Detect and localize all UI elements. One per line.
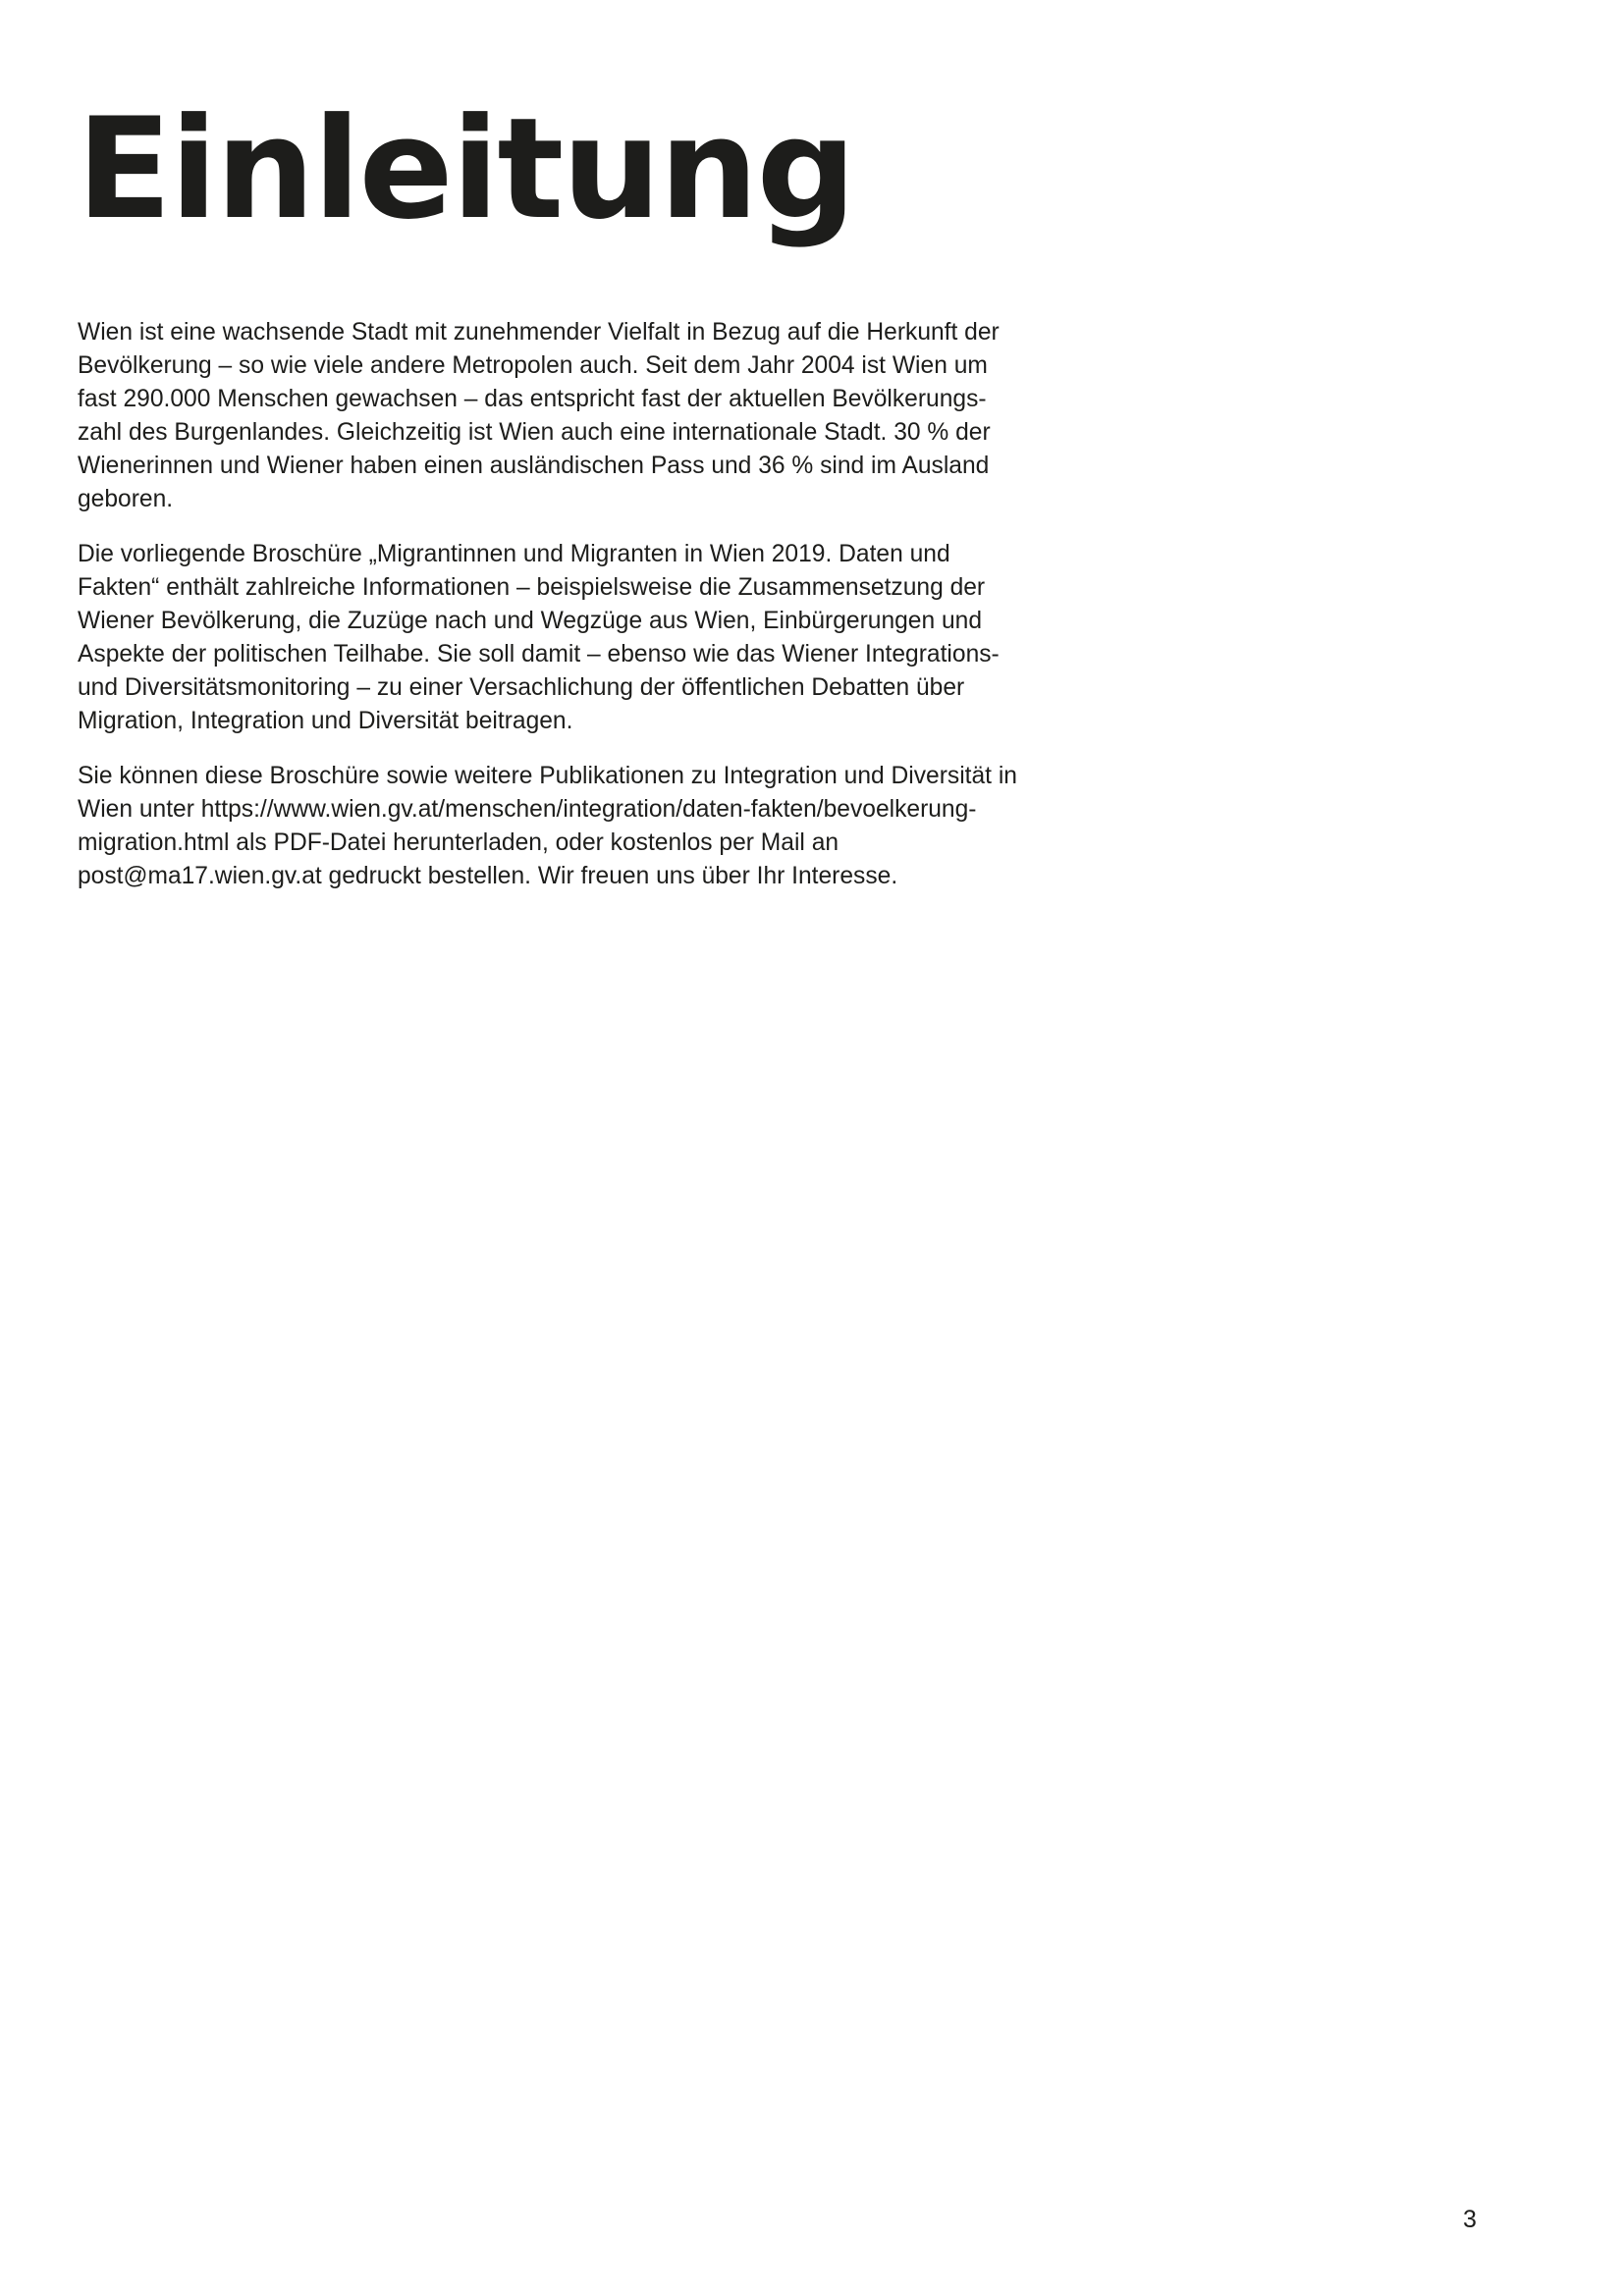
- page-title: Einleitung: [77, 88, 855, 250]
- paragraph-intro: Wien ist eine wachsende Stadt mit zunehmender Vielfalt in Bezug auf die Herkunft der Bevölkerung – so wie viele andere Metropolen auch. Seit dem Jahr 2004 ist Wien um fast 290.000 Menschen gewachsen – das entspricht fast der aktuellen Bevölkerungszahl des Burgenlandes. Gleichzeitig ist Wien auch eine internationale Stadt. 30 % der Wienerinnen und Wiener haben einen ausländischen Pass und 36 % sind im Ausland geboren.: [78, 319, 1000, 512]
- paragraph-download: Sie können diese Broschüre sowie weitere Publikationen zu Integration und Diversität in Wien unter https://www.wien.gv.at/menschen/integration/daten-fakten/bevoelkerung-migration.html als PDF-Datei herunterladen, oder kostenlos per Mail an post@ma17.wien.gv.at gedruckt bestellen. Wir freuen uns über Ihr Interesse.: [78, 763, 1017, 889]
- body-text: [78, 316, 1020, 915]
- page-number: 3: [1463, 2206, 1477, 2233]
- paragraph-brochure: Die vorliegende Broschüre „Migrantinnen und Migranten in Wien 2019. Daten und Fakten“ enthält zahlreiche Informationen – beispielsweise die Zusammensetzung der Wiener Bevölkerung, die Zuzüge nach und Wegzüge aus Wien, Einbürgerungen und Aspekte der politischen Teilhabe. Sie soll damit – ebenso wie das Wiener Integrations- und Diversitätsmonitoring – zu einer Versachlichung der öffentlichen Debatten über Migration, Integration und Diversität beitragen.: [78, 541, 1000, 734]
